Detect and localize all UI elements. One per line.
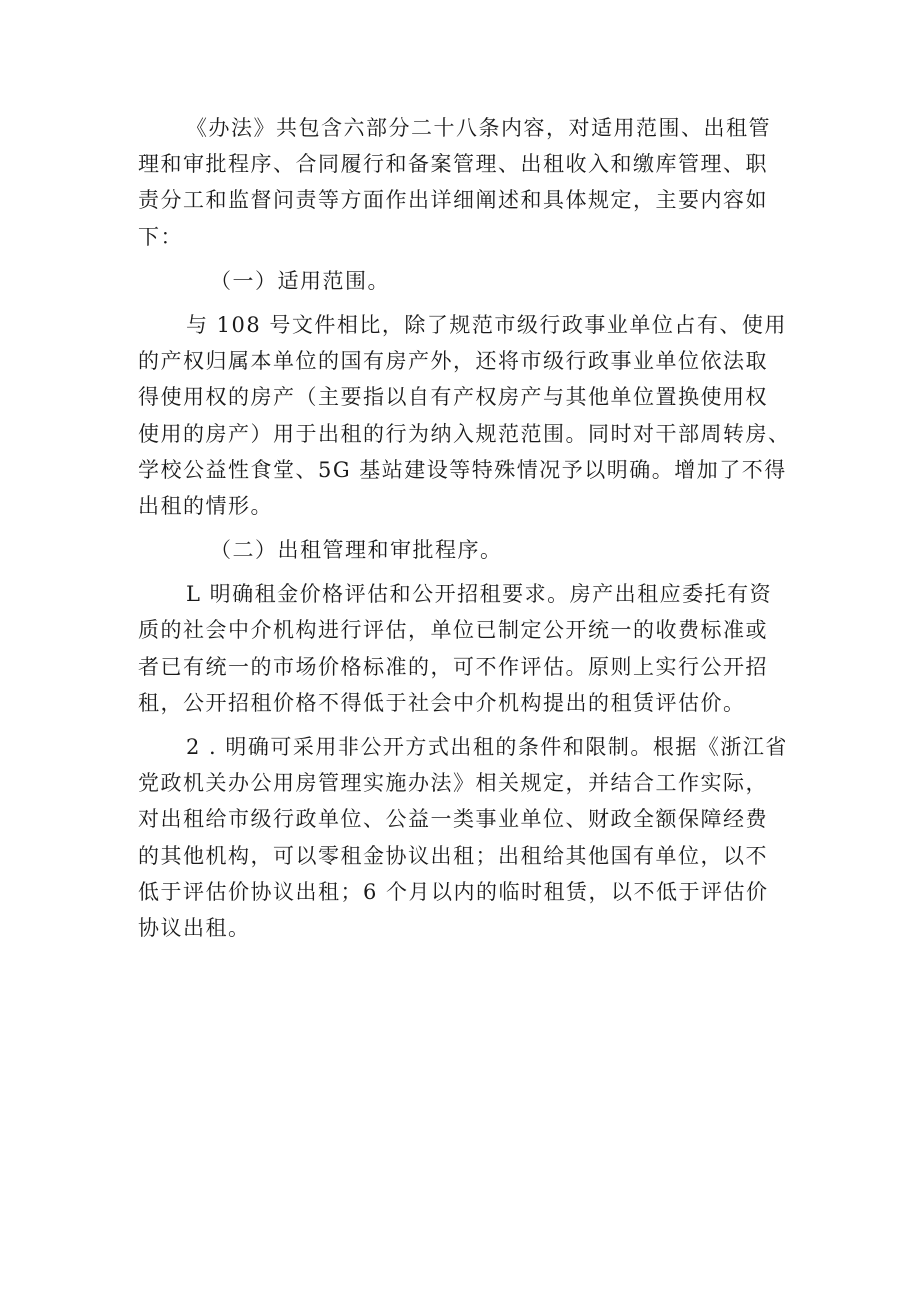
- item-1-paragraph: [138, 576, 788, 721]
- text-line: 理和审批程序、合同履行和备案管理、出租收入和缴库管理、职: [138, 152, 768, 177]
- text-line: 协议出租。: [138, 915, 251, 940]
- text-line: 党政机关办公用房管理实施办法》相关规定，并结合工作实际，: [138, 771, 768, 796]
- text-line: 的产权归属本单位的国有房产外，还将市级行政事业单位依法取: [138, 349, 768, 374]
- text-line: 者已有统一的市场价格标准的，可不作评估。原则上实行公开招: [138, 654, 768, 679]
- text-line: 责分工和监督问责等方面作出详细阐述和具体规定，主要内容如: [138, 188, 768, 213]
- item-2-paragraph: [138, 729, 788, 946]
- heading-text: （一）适用范围。: [210, 268, 390, 293]
- text-line: 与 108 号文件相比，除了规范市级行政事业单位占有、使用: [186, 312, 787, 337]
- text-line: 的其他机构，可以零租金协议出租；出租给其他国有单位，以不: [138, 843, 768, 868]
- intro-paragraph: [138, 110, 788, 255]
- text-line: 出租的情形。: [138, 493, 273, 518]
- scope-paragraph: [138, 307, 791, 524]
- section-heading-2: [138, 532, 788, 568]
- heading-text: （二）出租管理和审批程序。: [210, 538, 503, 563]
- text-line: 下：: [138, 224, 183, 249]
- text-line: 得使用权的房产（主要指以自有产权房产与其他单位置换使用权: [138, 385, 768, 410]
- text-line: 《办法》共包含六部分二十八条内容，对适用范围、出租管: [186, 116, 771, 140]
- text-line: 学校公益性食堂、5G 基站建设等特殊情况予以明确。增加了不得: [138, 457, 787, 482]
- section-heading-1: [138, 263, 788, 299]
- document-body: [138, 110, 791, 946]
- text-line: 2 . 明确可采用非公开方式出租的条件和限制。根据《浙江省: [186, 735, 788, 759]
- text-line: 租，公开招租价格不得低于社会中介机构提出的租赁评估价。: [138, 690, 746, 715]
- text-line: L 明确租金价格评估和公开招租要求。房产出租应委托有资: [186, 582, 773, 607]
- text-line: 对出租给市级行政单位、公益一类事业单位、财政全额保障经费: [138, 807, 768, 832]
- text-line: 使用的房产）用于出租的行为纳入规范范围。同时对干部周转房、: [138, 421, 791, 446]
- text-line: 质的社会中介机构进行评估，单位已制定公开统一的收费标准或: [138, 618, 768, 643]
- text-line: 低于评估价协议出租；6 个月以内的临时租赁，以不低于评估价: [138, 879, 769, 904]
